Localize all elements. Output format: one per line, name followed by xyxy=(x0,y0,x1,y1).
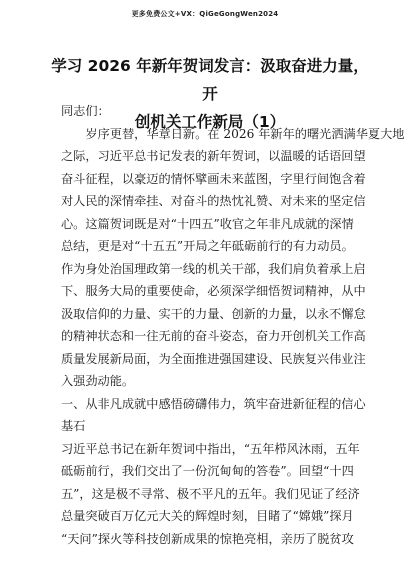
header-note: 更多免费公文+VX：QiGeGongWen2024 xyxy=(131,10,279,18)
title-line: 学习 2026 年新年贺词发言：汲取奋进力量，开 xyxy=(51,57,369,103)
paragraph-line: 岁序更替，华章日新。在 2026 年新年的曙光洒满华夏大地 xyxy=(85,126,405,141)
paragraph-line: 习近平总书记在新年贺词中指出，“五年栉风沐雨，五年 xyxy=(61,441,360,456)
paragraph-line: 奋斗征程，以豪迈的情怀擘画未来蓝图，字里行间饱含着 xyxy=(61,171,366,186)
paragraph-line: “天问”探火等科技创新成果的惊艳亮相，亲历了脱贫攻 xyxy=(61,531,354,546)
title-line: 创机关工作新局（1） xyxy=(134,113,286,131)
paragraph-line: 汲取信仰的力量、实干的力量、创新的力量，以永不懈怠 xyxy=(61,306,366,321)
paragraph-line: 的精神状态和一往无前的奋斗姿态，奋力开创机关工作高 xyxy=(61,329,366,343)
paragraph-line: 总量突破百万亿元大关的辉煌时刻，目睹了“嫦娥”探月 xyxy=(61,509,354,523)
paragraph-line: 五”，这是极不寻常、极不平凡的五年。我们见证了经济 xyxy=(61,486,360,501)
section-heading-line: 一、从非凡成就中感悟磅礴伟力，筑牢奋进新征程的信心 xyxy=(61,396,366,411)
section-heading-line: 基石 xyxy=(61,419,86,433)
paragraph-line: 下、服务大局的重要使命，必须深学细悟贺词精神，从中 xyxy=(61,284,366,298)
paragraph-line: 对人民的深情牵挂、对奋斗的热忱礼赞、对未来的坚定信 xyxy=(61,194,366,208)
paragraph-line: 质量发展新局面，为全面推进强国建设、民族复兴伟业注 xyxy=(61,351,366,366)
paragraph-line: 作为身处治国理政第一线的机关干部，我们肩负着承上启 xyxy=(61,261,366,276)
paragraph-line: 砥砺前行，我们交出了一份沉甸甸的答卷”。回望“十四 xyxy=(61,464,354,478)
document-body xyxy=(61,100,405,550)
paragraph-line: 心。这篇贺词既是对“十四五”收官之年非凡成就的深情 xyxy=(61,216,354,231)
paragraph-line: 之际，习近平总书记发表的新年贺词，以温暖的话语回望 xyxy=(61,149,366,163)
salutation: 同志们： xyxy=(61,104,110,118)
paragraph-line: 总结，更是对“十五五”开局之年砥砺前行的有力动员。 xyxy=(61,239,354,253)
paragraph-line: 入强劲动能。 xyxy=(61,374,135,388)
